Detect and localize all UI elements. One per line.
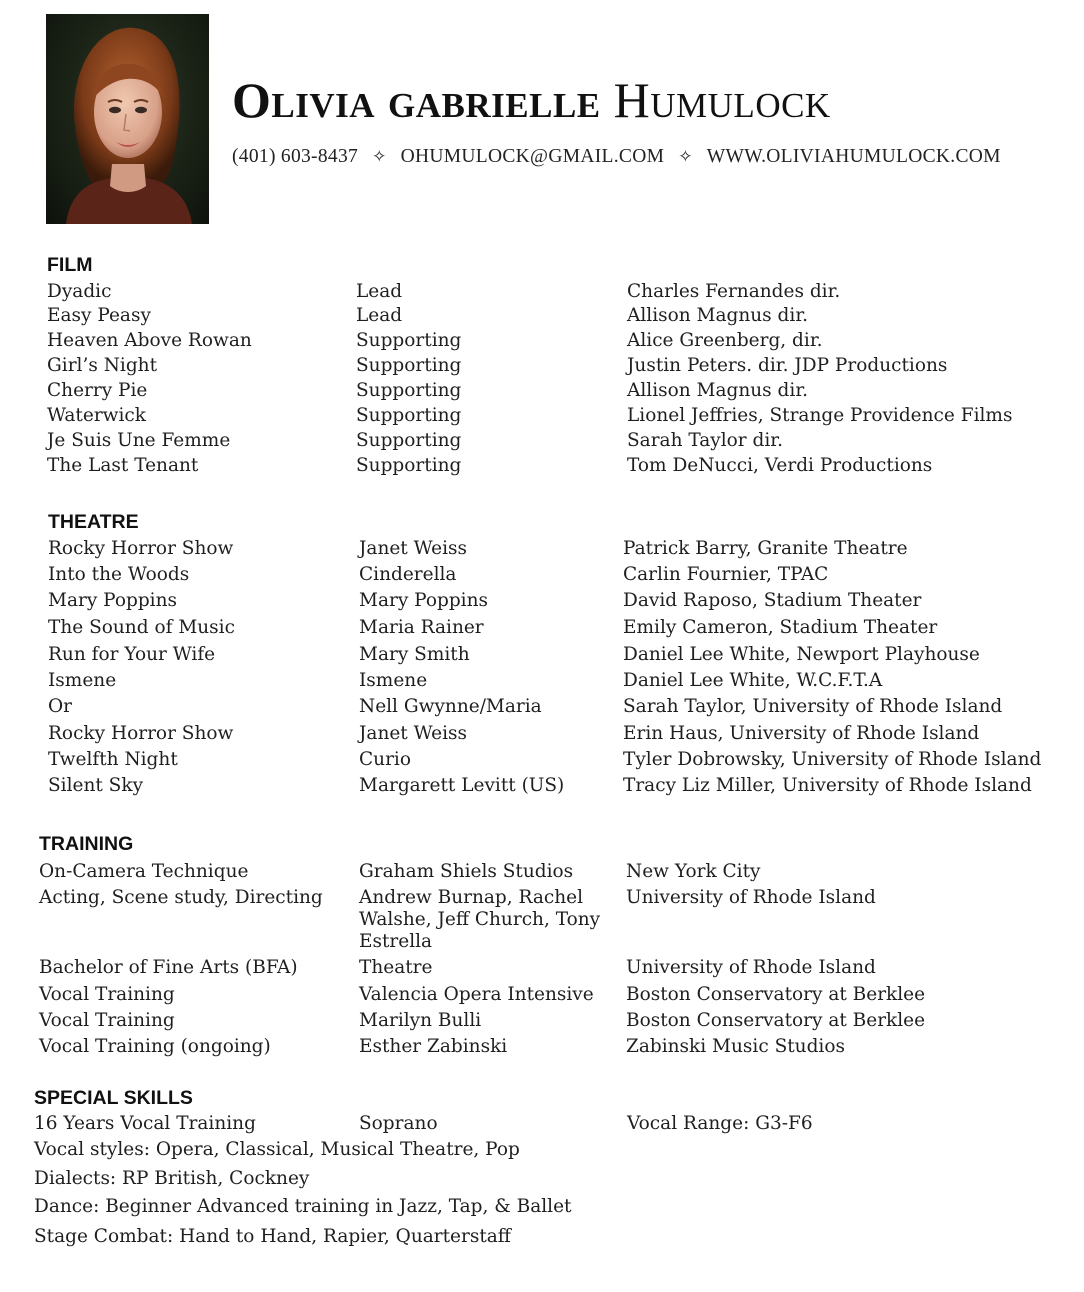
film-title: Je Suis Une Femme [47,430,231,451]
actor-name [232,70,831,130]
training-teacher: Marilyn Bulli [359,1010,482,1031]
film-credit: Allison Magnus dir. [627,380,809,401]
show-role: Janet Weiss [359,538,467,559]
show-role: Mary Smith [359,644,470,665]
training-heading: TRAINING [39,833,134,855]
phone-number[interactable]: (401) 603-8437 [232,146,359,167]
film-title: Girl’s Night [47,355,158,376]
training-teacher: Andrew Burnap, Rachel Walshe, Jeff Church, Tony Estrella [359,887,601,952]
film-role: Supporting [356,330,462,351]
film-credit: Charles Fernandes dir. [627,281,841,302]
film-credit: Justin Peters. dir. JDP Productions [627,355,948,376]
training-place: University of Rhode Island [626,957,876,978]
film-title: Waterwick [47,405,146,426]
show-role: Margarett Levitt (US) [359,775,565,796]
film-title: Heaven Above Rowan [47,330,252,351]
skill-line: Dance: Beginner Advanced training in Jazz, Tap, & Ballet [34,1196,572,1217]
show-credit: Daniel Lee White, W.C.F.T.A [623,670,883,691]
show-title: Run for Your Wife [48,644,216,665]
training-subject: Acting, Scene study, Directing [39,887,323,908]
training-subject: Bachelor of Fine Arts (BFA) [39,957,298,978]
show-role: Curio [359,749,411,770]
website-link[interactable]: WWW.OLIVIAHUMULOCK.COM [706,146,1001,167]
film-credit: Tom DeNucci, Verdi Productions [627,455,933,476]
show-title: Silent Sky [48,775,144,796]
film-role: Lead [356,305,403,326]
film-title: Dyadic [47,281,112,302]
skill-line: Vocal styles: Opera, Classical, Musical Theatre, Pop [34,1139,520,1160]
separator-icon: ✧ [372,147,387,166]
skills-heading: SPECIAL SKILLS [34,1087,193,1109]
headshot-photo [46,14,209,224]
name-first: Olivia gabrielle [232,72,601,128]
training-subject: Vocal Training [39,984,175,1005]
film-role: Lead [356,281,403,302]
film-heading: FILM [47,254,93,276]
film-role: Supporting [356,455,462,476]
training-place: University of Rhode Island [626,887,876,908]
skill-line: Dialects: RP British, Cockney [34,1168,310,1189]
training-teacher: Valencia Opera Intensive [359,984,594,1005]
show-credit: Carlin Fournier, TPAC [623,564,829,585]
show-credit: Tyler Dobrowsky, University of Rhode Island [623,749,1042,770]
contact-line [232,144,1001,170]
name-last: Humulock [613,72,831,128]
show-role: Janet Weiss [359,723,467,744]
film-credit: Lionel Jeffries, Strange Providence Films [627,405,1013,426]
show-title: Rocky Horror Show [48,538,234,559]
training-subject: Vocal Training [39,1010,175,1031]
training-subject: On-Camera Technique [39,861,249,882]
show-credit: Daniel Lee White, Newport Playhouse [623,644,980,665]
show-title: Into the Woods [48,564,190,585]
show-role: Ismene [359,670,428,691]
film-title: The Last Tenant [47,455,199,476]
skill-voice-type: Soprano [359,1113,438,1134]
show-title: Twelfth Night [48,749,178,770]
training-place: Boston Conservatory at Berklee [626,1010,926,1031]
show-title: Or [48,696,73,717]
skill-vocal-years: 16 Years Vocal Training [34,1113,256,1134]
theatre-heading: THEATRE [48,511,139,533]
film-title: Cherry Pie [47,380,148,401]
separator-icon: ✧ [678,147,693,166]
film-title: Easy Peasy [47,305,151,326]
film-credit: Allison Magnus dir. [627,305,809,326]
show-credit: Tracy Liz Miller, University of Rhode Island [623,775,1032,796]
film-role: Supporting [356,405,462,426]
film-credit: Sarah Taylor dir. [627,430,783,451]
film-role: Supporting [356,355,462,376]
film-role: Supporting [356,380,462,401]
show-credit: Sarah Taylor, University of Rhode Island [623,696,1003,717]
skill-vocal-range: Vocal Range: G3-F6 [627,1113,813,1134]
training-place: New York City [626,861,761,882]
training-place: Zabinski Music Studios [626,1036,845,1057]
show-role: Maria Rainer [359,617,484,638]
film-credit: Alice Greenberg, dir. [627,330,823,351]
training-teacher: Theatre [359,957,433,978]
skill-line: Stage Combat: Hand to Hand, Rapier, Quarterstaff [34,1226,511,1247]
film-role: Supporting [356,430,462,451]
training-subject: Vocal Training (ongoing) [39,1036,271,1057]
show-title: Mary Poppins [48,590,177,611]
show-credit: Erin Haus, University of Rhode Island [623,723,980,744]
show-title: The Sound of Music [48,617,235,638]
training-place: Boston Conservatory at Berklee [626,984,926,1005]
show-credit: Patrick Barry, Granite Theatre [623,538,908,559]
show-title: Rocky Horror Show [48,723,234,744]
email-link[interactable]: OHUMULOCK@GMAIL.COM [400,146,665,167]
show-credit: David Raposo, Stadium Theater [623,590,922,611]
show-role: Mary Poppins [359,590,488,611]
show-role: Cinderella [359,564,457,585]
training-teacher: Esther Zabinski [359,1036,508,1057]
show-credit: Emily Cameron, Stadium Theater [623,617,938,638]
show-title: Ismene [48,670,117,691]
training-teacher: Graham Shiels Studios [359,861,574,882]
show-role: Nell Gwynne/Maria [359,696,542,717]
